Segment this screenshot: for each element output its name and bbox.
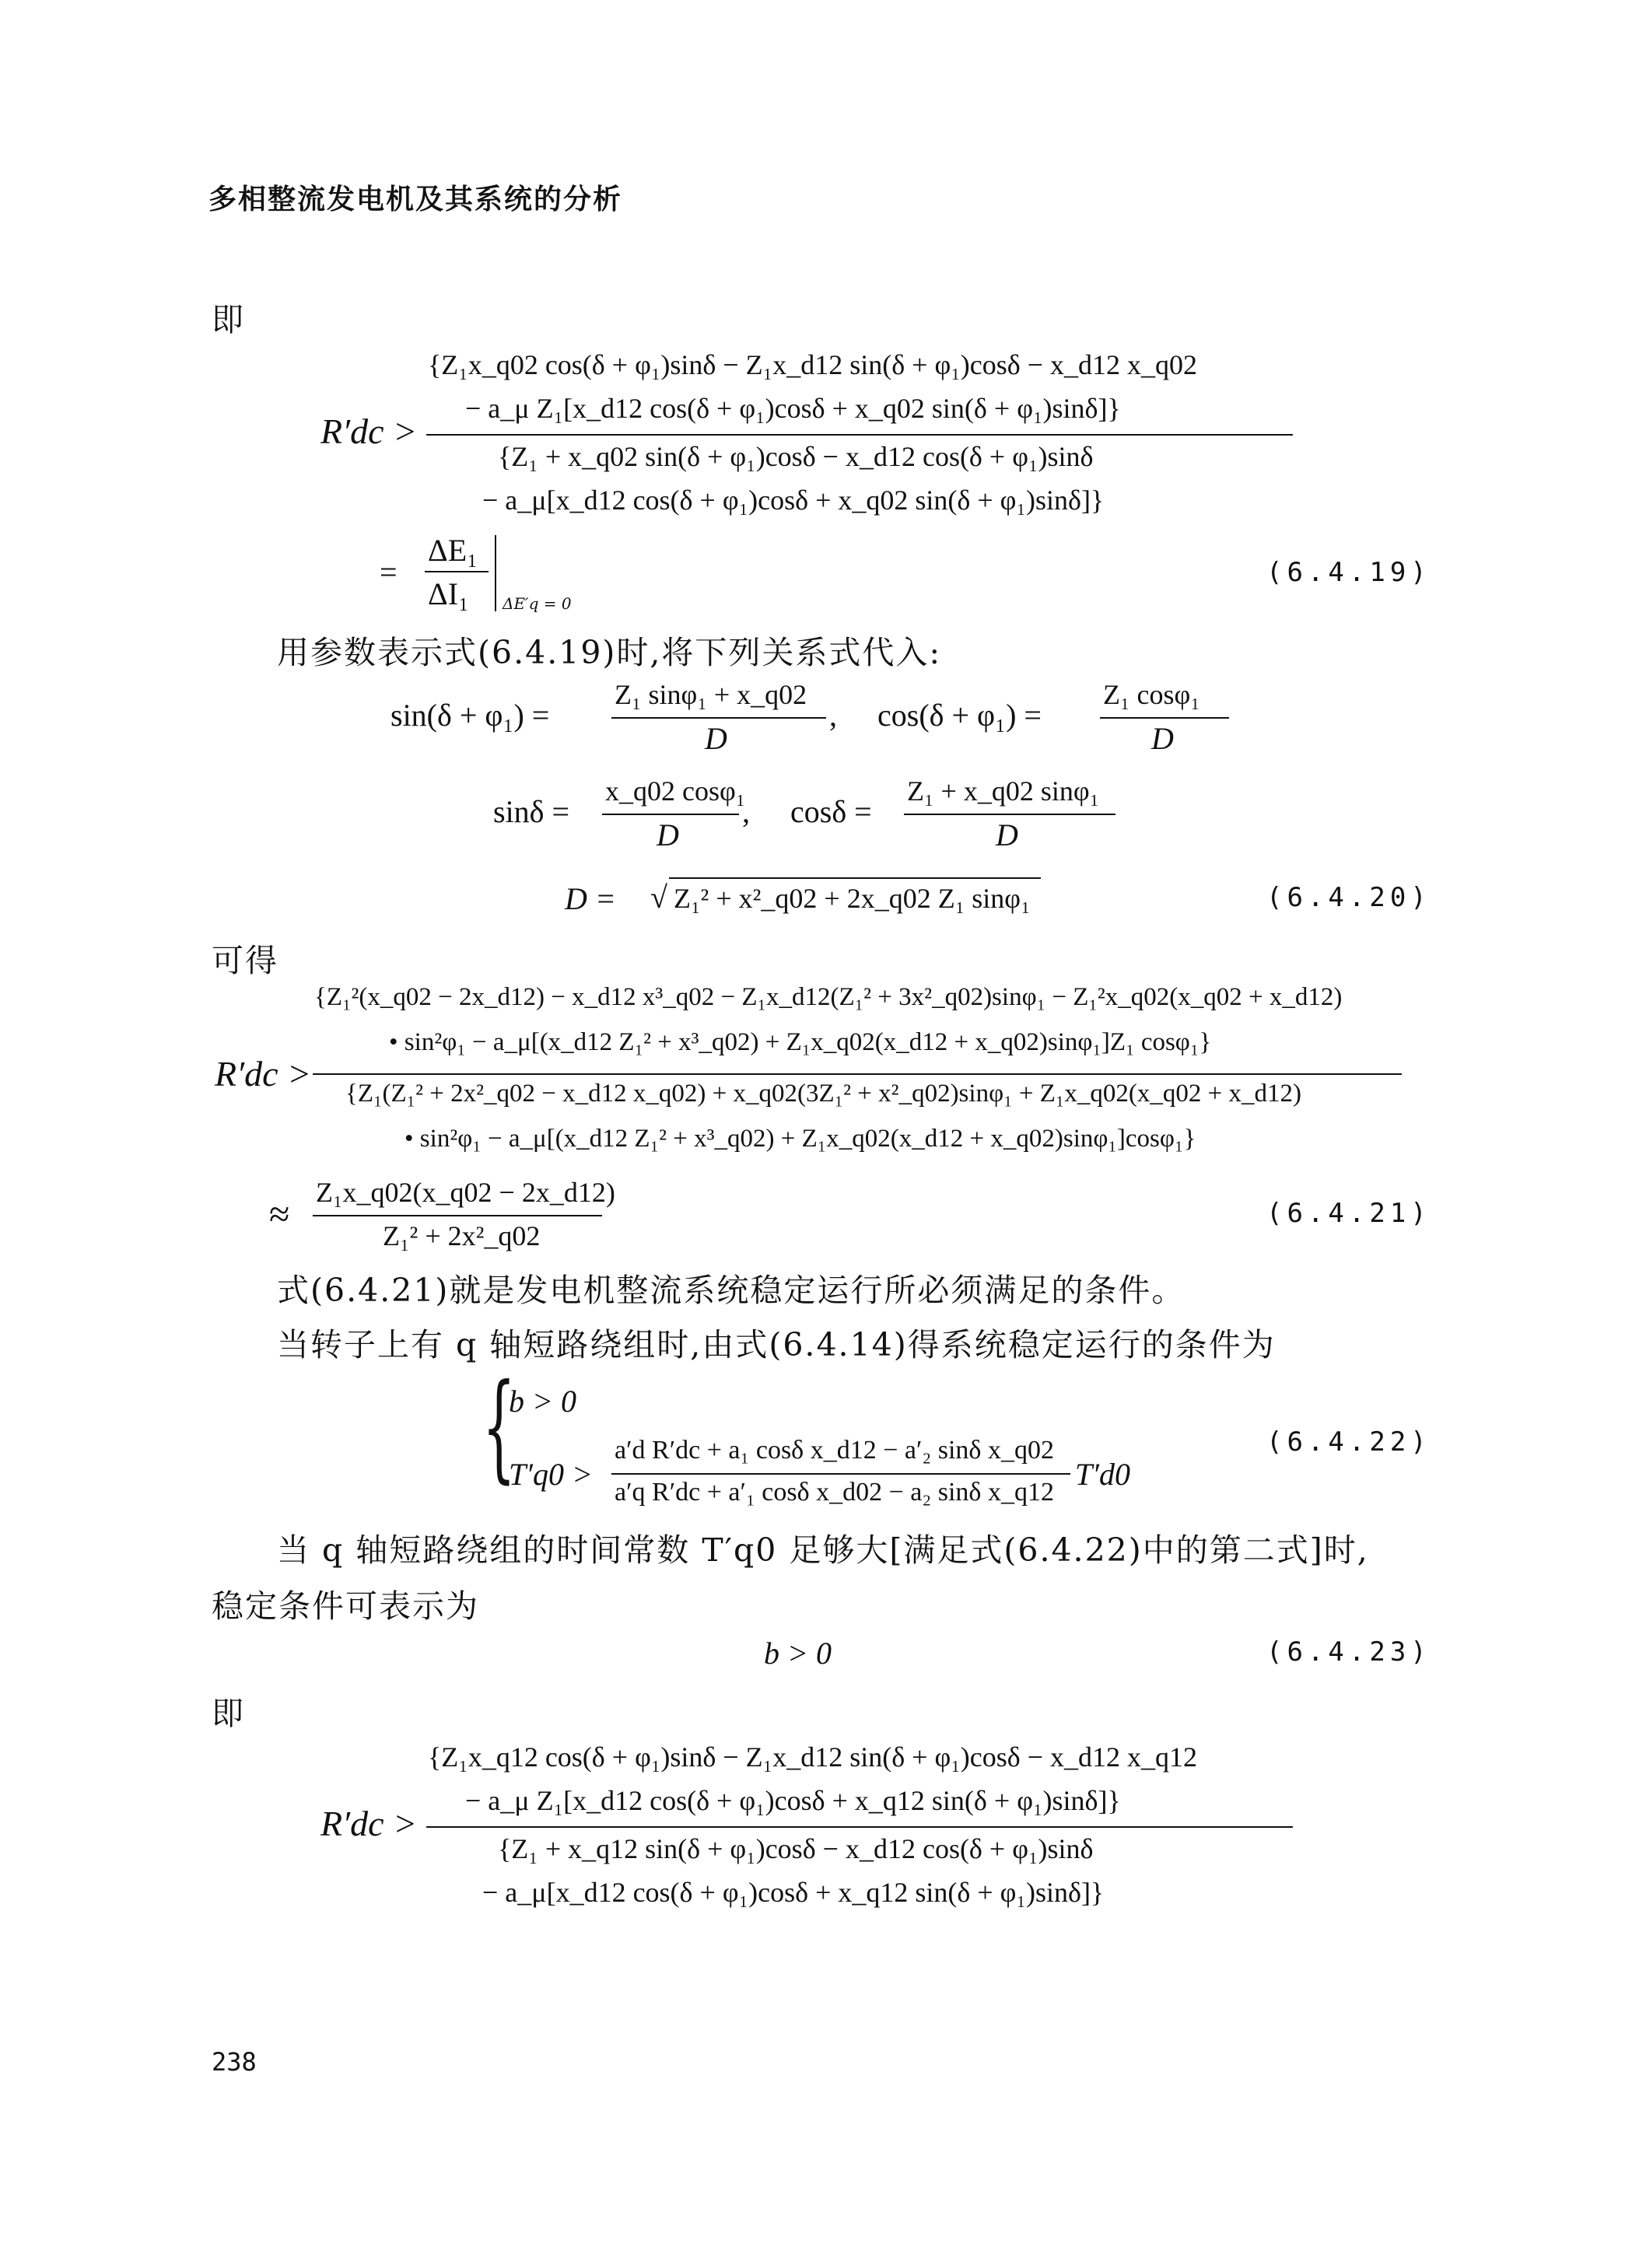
eq21-approx: ≈ — [269, 1194, 290, 1235]
eq21-denominator-line2: • sin²φ₁ − a_μ[(x_d12 Z₁² + x³_q02) + Z₁x_q02(x_d12 + x_q02)sinφ₁]cosφ₁} — [404, 1125, 1196, 1153]
eq24-numerator-line2: − a_μ Z₁[x_d12 cos(δ + φ₁)cosδ + x_q12 sin(δ + φ₁)sinδ]} — [465, 1785, 1121, 1816]
eq19-numerator-line2: − a_μ Z₁[x_d12 cos(δ + φ₁)cosδ + x_q02 sin(δ + φ₁)sinδ]} — [465, 393, 1121, 424]
eq20-line2-denominator: D — [657, 817, 679, 852]
eq20-line2-numerator2: Z₁ + x_q02 sinφ₁ — [907, 775, 1100, 807]
text-q-time-constant-line2: 稳定条件可表示为 — [212, 1587, 479, 1625]
text-q-time-constant-line1: 当 q 轴短路绕组的时间常数 T′q0 足够大[满足式(6.4.22)中的第二式]时, — [277, 1531, 1369, 1569]
eq24-denominator-line2: − a_μ[x_d12 cos(δ + φ₁)cosδ + x_q12 sin(δ + φ₁)sinδ]} — [482, 1877, 1105, 1908]
eq20-line1-bar — [611, 717, 826, 719]
eq21-denominator-line1: {Z₁(Z₁² + 2x²_q02 − x_d12 x_q02) + x_q02(3Z₁² + x²_q02)sinφ₁ + Z₁x_q02(x_q02 + x_d12) — [345, 1080, 1301, 1108]
eq22-brace: { — [482, 1360, 516, 1495]
eq19-ratio-bar — [425, 571, 489, 572]
eq22-condition-2-rhs: T′d0 — [1075, 1457, 1130, 1492]
text-use-params: 用参数表示式(6.4.19)时,将下列关系式代入: — [277, 634, 942, 671]
eq20-line1-numerator2: Z₁ cosφ₁ — [1103, 679, 1200, 710]
eq24-denominator-line1: {Z₁ + x_q12 sin(δ + φ₁)cosδ − x_d12 cos(δ + φ₁)sinδ — [498, 1833, 1094, 1864]
page-number: 238 — [212, 2047, 257, 2077]
eq20-line2-lhs2: cosδ = — [790, 794, 872, 829]
text-stable-condition: 式(6.4.21)就是发电机整流系统稳定运行所必须满足的条件。 — [277, 1272, 1185, 1309]
eq20-line1-lhs: sin(δ + φ₁) = — [390, 698, 550, 733]
eq20-line1-lhs2: cos(δ + φ₁) = — [877, 698, 1042, 733]
eq21-fraction-bar — [313, 1073, 1402, 1075]
eq19-denominator-line2: − a_μ[x_d12 cos(δ + φ₁)cosδ + x_q02 sin(δ + φ₁)sinδ]} — [482, 485, 1105, 516]
text-ji-2: 即 — [212, 1695, 245, 1732]
text-kede: 可得 — [212, 942, 278, 979]
eq21-numerator-line1: {Z₁²(x_q02 − 2x_d12) − x_d12 x³_q02 − Z₁x_d12(Z₁² + 3x²_q02)sinφ₁ − Z₁²x_q02(x_q02 + x_d12) — [314, 983, 1343, 1011]
eq20-radical-body: Z₁² + x²_q02 + 2x_q02 Z₁ sinφ₁ — [674, 883, 1031, 914]
eq20-line2-bar — [602, 814, 739, 815]
eq19-lhs: R′dc > — [320, 411, 418, 451]
eq20-line2-denominator2: D — [996, 817, 1018, 852]
eq22-number: (6.4.22) — [1266, 1426, 1431, 1458]
eq19-evaluation-condition: ΔE′q = 0 — [503, 594, 572, 613]
eq21-approx-numerator: Z₁x_q02(x_q02 − 2x_d12) — [316, 1177, 615, 1208]
running-header: 多相整流发电机及其系统的分析 — [208, 183, 623, 215]
eq19-denominator-line1: {Z₁ + x_q02 sin(δ + φ₁)cosδ − x_d12 cos(δ + φ₁)sinδ — [498, 441, 1094, 472]
eq20-line3-lhs: D = — [565, 881, 616, 916]
eq23-number: (6.4.23) — [1266, 1636, 1431, 1668]
eq19-ratio-denominator: ΔI₁ — [428, 576, 469, 611]
eq22-condition-2-lhs: T′q0 > — [509, 1457, 593, 1492]
eq22-condition-2-bar — [611, 1473, 1070, 1475]
text-ji-1: 即 — [212, 301, 245, 338]
eq20-number: (6.4.20) — [1266, 882, 1431, 913]
eq21-approx-denominator: Z₁² + 2x²_q02 — [383, 1220, 541, 1251]
eq20-radical-bar — [669, 877, 1041, 879]
eq24-lhs: R′dc > — [320, 1804, 418, 1843]
eq20-line1-denominator: D — [705, 721, 727, 756]
eq23-body: b > 0 — [764, 1636, 832, 1671]
eq24-fraction-bar — [426, 1826, 1293, 1828]
eq21-number: (6.4.21) — [1266, 1198, 1431, 1229]
eq20-line2-sep: , — [742, 794, 750, 829]
eq19-fraction-bar — [426, 434, 1293, 436]
eq20-line2-lhs: sinδ = — [493, 794, 570, 829]
eq20-line1-sep: , — [829, 698, 837, 733]
eq19-ratio-numerator: ΔE₁ — [428, 533, 478, 568]
eq24-numerator-line1: {Z₁x_q12 cos(δ + φ₁)sinδ − Z₁x_d12 sin(δ + φ₁)cosδ − x_d12 x_q12 — [428, 1741, 1198, 1773]
eq19-numerator-line1: {Z₁x_q02 cos(δ + φ₁)sinδ − Z₁x_d12 sin(δ + φ₁)cosδ − x_d12 x_q02 — [428, 349, 1198, 380]
text-q-axis-intro: 当转子上有 q 轴短路绕组时,由式(6.4.14)得系统稳定运行的条件为 — [277, 1326, 1276, 1363]
eq20-line2-numerator: x_q02 cosφ₁ — [605, 775, 746, 807]
eq20-line1-denominator2: D — [1151, 721, 1174, 756]
eq21-approx-bar — [313, 1215, 602, 1216]
eq22-condition-1: b > 0 — [509, 1384, 576, 1419]
eq20-radical-sign: √ — [650, 880, 667, 915]
eq21-numerator-line2: • sin²φ₁ − a_μ[(x_d12 Z₁² + x³_q02) + Z₁x_q02(x_d12 + x_q02)sinφ₁]Z₁ cosφ₁} — [389, 1028, 1212, 1056]
eq22-condition-2-denominator: a′q R′dc + a′₁ cosδ x_d02 − a₂ sinδ x_q12 — [615, 1478, 1054, 1507]
eq20-line2-bar2 — [904, 814, 1115, 815]
eq20-line1-bar2 — [1100, 717, 1229, 719]
eq21-lhs: R′dc > — [215, 1054, 312, 1094]
eq19-equals: = — [380, 555, 397, 590]
eq22-condition-2-numerator: a′d R′dc + a₁ cosδ x_d12 − a′₂ sinδ x_q02 — [615, 1436, 1054, 1465]
eq19-evaluation-bar — [495, 535, 496, 611]
eq20-line1-numerator: Z₁ sinφ₁ + x_q02 — [615, 679, 807, 710]
eq19-number: (6.4.19) — [1266, 557, 1431, 588]
